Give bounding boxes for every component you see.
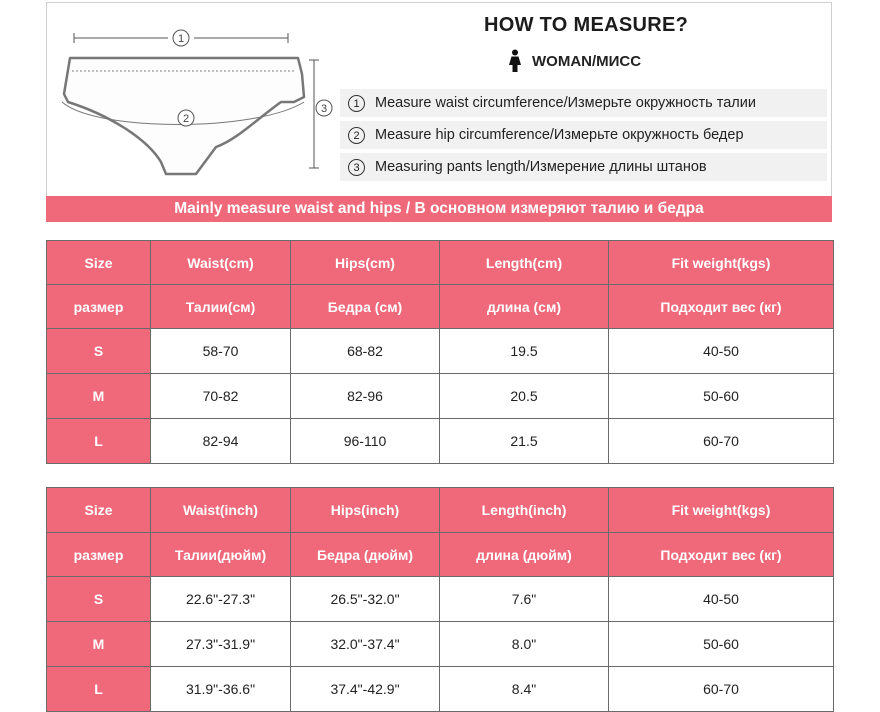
subtitle: WOMAN/МИСС [532,52,642,70]
step-hip [340,121,827,149]
header-row-ru [47,285,834,329]
size-cell: S [47,329,151,374]
weight-cell: 50-60 [609,622,834,667]
waist-cell: 22.6"-27.3" [151,577,291,622]
hips-cell: 37.4"-42.9" [291,667,440,712]
header-cell: Size [47,241,151,285]
size-cell: S [47,577,151,622]
length-cell: 21.5 [440,419,609,464]
length-cell: 8.4" [440,667,609,712]
header-row-en [47,488,834,533]
table-row [47,577,834,622]
header-row-ru [47,533,834,577]
header-cell: Талии(см) [151,285,291,329]
header-cell: Подходит вес (кг) [609,533,834,577]
step-number: 1 [348,95,365,112]
header-cell: Талии(дюйм) [151,533,291,577]
header-cell: Length(cm) [440,241,609,285]
hips-cell: 96-110 [291,419,440,464]
header-row-en [47,241,834,285]
header-cell: Fit weight(kgs) [609,241,834,285]
weight-cell: 40-50 [609,577,834,622]
step-number: 3 [348,159,365,176]
waist-cell: 27.3"-31.9" [151,622,291,667]
header-cell: Size [47,488,151,533]
step-text: Measure hip circumference/Измерьте окружность бедер [375,127,744,143]
page-title: HOW TO MEASURE? [484,14,689,36]
table-row [47,329,834,374]
step-waist [340,89,827,117]
size-cell: M [47,374,151,419]
table-row [47,374,834,419]
weight-cell: 60-70 [609,419,834,464]
length-cell: 19.5 [440,329,609,374]
header-cell: размер [47,533,151,577]
woman-icon [508,49,522,73]
waist-marker-label: 1 [177,33,185,45]
size-cell: L [47,419,151,464]
hips-cell: 68-82 [291,329,440,374]
header-cell: Бедра (дюйм) [291,533,440,577]
size-cell: M [47,622,151,667]
table-row [47,622,834,667]
table-row [47,419,834,464]
size-table-inch [46,487,834,712]
header-cell: Бедра (см) [291,285,440,329]
measure-steps [340,89,827,185]
hips-cell: 82-96 [291,374,440,419]
waist-cell: 70-82 [151,374,291,419]
length-cell: 20.5 [440,374,609,419]
header-cell: размер [47,285,151,329]
table-row [47,667,834,712]
size-table-cm [46,240,834,464]
length-marker-label: 3 [320,103,328,115]
weight-cell: 60-70 [609,667,834,712]
header-cell: Waist(cm) [151,241,291,285]
header-cell: Fit weight(kgs) [609,488,834,533]
waist-cell: 31.9"-36.6" [151,667,291,712]
step-text: Measuring pants length/Измерение длины штанов [375,159,707,175]
header-cell: Waist(inch) [151,488,291,533]
step-length [340,153,827,181]
header-cell: Hips(cm) [291,241,440,285]
waist-cell: 58-70 [151,329,291,374]
size-cell: L [47,667,151,712]
step-number: 2 [348,127,365,144]
info-banner: Mainly measure waist and hips / В основном измеряют талию и бедра [46,196,832,222]
hips-cell: 32.0"-37.4" [291,622,440,667]
hip-marker-label: 2 [182,113,190,125]
length-cell: 7.6" [440,577,609,622]
waist-cell: 82-94 [151,419,291,464]
header-cell: длина (см) [440,285,609,329]
header-cell: Hips(inch) [291,488,440,533]
weight-cell: 40-50 [609,329,834,374]
length-cell: 8.0" [440,622,609,667]
step-text: Measure waist circumference/Измерьте окружность талии [375,95,756,111]
subtitle-row [508,48,641,74]
weight-cell: 50-60 [609,374,834,419]
panties-diagram [56,22,346,192]
header-cell: Length(inch) [440,488,609,533]
header-cell: Подходит вес (кг) [609,285,834,329]
header-cell: длина (дюйм) [440,533,609,577]
hips-cell: 26.5"-32.0" [291,577,440,622]
